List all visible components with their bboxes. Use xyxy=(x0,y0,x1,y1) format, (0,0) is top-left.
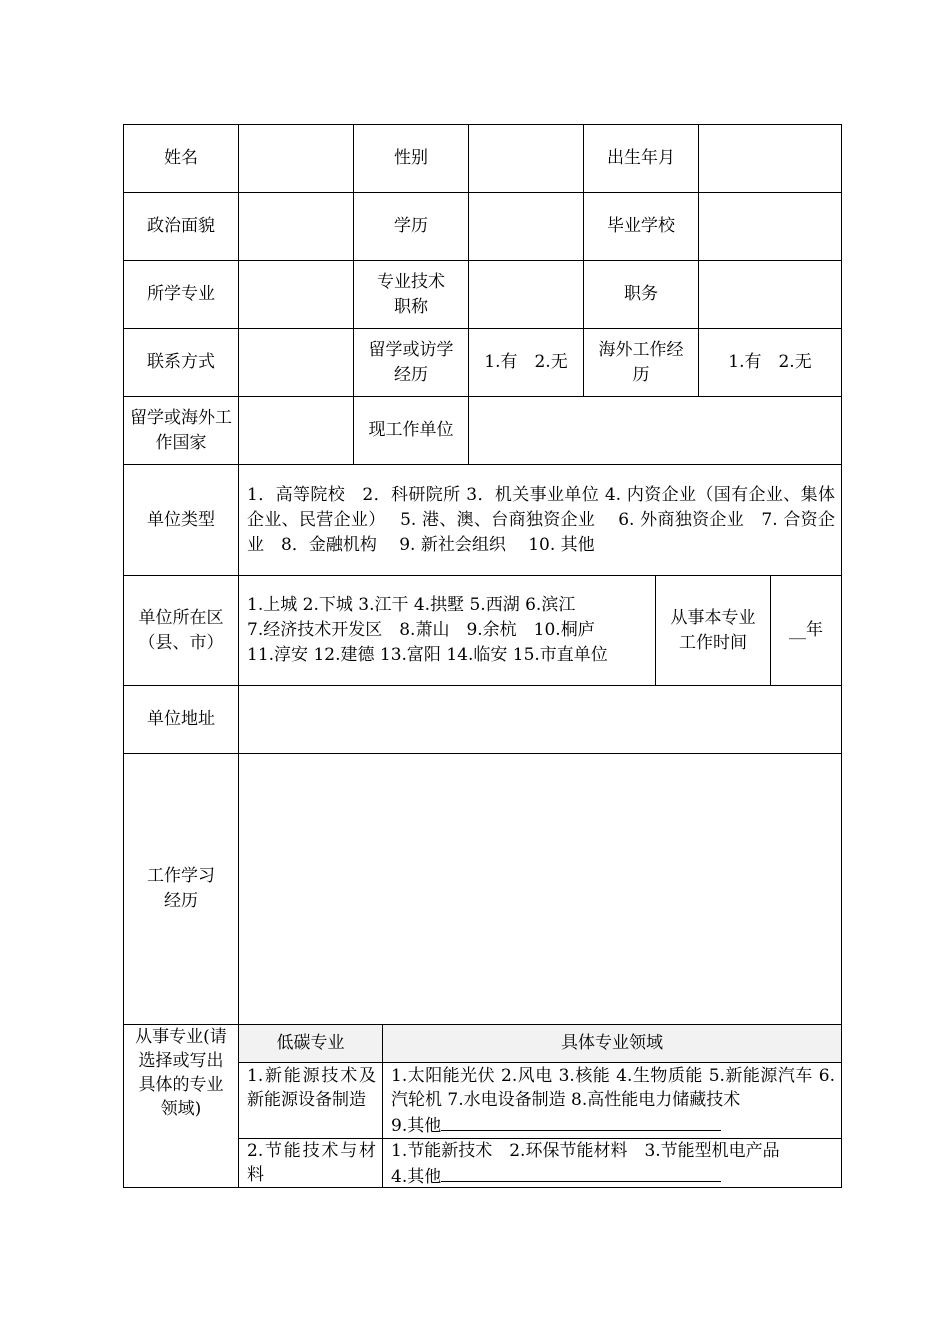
political-label: 政治面貌 xyxy=(124,193,239,261)
low-carbon-header: 低碳专业 xyxy=(239,1025,383,1063)
overseas-work-label: 海外工作经历 xyxy=(584,329,699,397)
years-field[interactable]: __年 xyxy=(771,576,841,686)
education-field[interactable] xyxy=(469,193,584,261)
overseas-work-options[interactable]: 1.有 2.无 xyxy=(699,329,841,397)
history-field[interactable] xyxy=(239,754,841,1025)
item1-other: 9.其他 xyxy=(391,1116,442,1136)
item1-other-blank[interactable] xyxy=(441,1112,721,1131)
registration-form xyxy=(123,124,842,1188)
name-label: 姓名 xyxy=(124,125,239,193)
school-label: 毕业学校 xyxy=(584,193,699,261)
country-label: 留学或海外工作国家 xyxy=(124,397,239,465)
address-field[interactable] xyxy=(239,686,841,754)
school-field[interactable] xyxy=(699,193,841,261)
employer-label: 现工作单位 xyxy=(354,397,469,465)
gender-field[interactable] xyxy=(469,125,584,193)
years-label: 从事本专业工作时间 xyxy=(656,576,771,686)
study-abroad-label: 留学或访学经历 xyxy=(354,329,469,397)
unit-type-label: 单位类型 xyxy=(124,465,239,576)
item2-name[interactable]: 2.节能技术与材料 xyxy=(239,1139,383,1187)
district-options-line2: 7.经济技术开发区 8.萧山 9.余杭 10.桐庐 xyxy=(247,620,595,640)
political-field[interactable] xyxy=(239,193,354,261)
item1-fields[interactable] xyxy=(383,1063,841,1139)
district-options-line3: 11.淳安 12.建德 13.富阳 14.临安 15.市直单位 xyxy=(247,645,608,665)
major-label: 所学专业 xyxy=(124,261,239,329)
birth-field[interactable] xyxy=(699,125,841,193)
item1-name[interactable]: 1.新能源技术及新能源设备制造 xyxy=(239,1063,383,1139)
gender-label: 性别 xyxy=(354,125,469,193)
item2-other-blank[interactable] xyxy=(441,1163,721,1182)
title-label: 专业技术职称 xyxy=(354,261,469,329)
address-label: 单位地址 xyxy=(124,686,239,754)
history-label: 工作学习经历 xyxy=(124,754,239,1025)
district-label: 单位所在区（县、市） xyxy=(124,576,239,686)
contact-field[interactable] xyxy=(239,329,354,397)
contact-label: 联系方式 xyxy=(124,329,239,397)
title-field[interactable] xyxy=(469,261,584,329)
country-field[interactable] xyxy=(239,397,354,465)
major-field[interactable] xyxy=(239,261,354,329)
unit-type-options[interactable]: 1．高等院校 2．科研院所 3．机关事业单位 4. 内资企业（国有企业、集体企业、民营企业） 5. 港、澳、台商独资企业 6. 外商独资企业 7. 合资企业 8．金融机构 9. 新社会组织 10. 其他 xyxy=(239,465,841,576)
position-field[interactable] xyxy=(699,261,841,329)
field-header: 具体专业领域 xyxy=(383,1025,841,1063)
employer-field[interactable] xyxy=(469,397,841,465)
name-field[interactable] xyxy=(239,125,354,193)
item1-fields-text: 1.太阳能光伏 2.风电 3.核能 4.生物质能 5.新能源汽车 6.汽轮机 7.水电设备制造 8.高性能电力储藏技术 xyxy=(391,1066,835,1110)
item2-fields[interactable] xyxy=(383,1139,841,1187)
district-options[interactable] xyxy=(239,576,656,686)
item2-other: 4.其他 xyxy=(391,1167,442,1187)
item2-fields-text: 1.节能新技术 2.环保节能材料 3.节能型机电产品 xyxy=(391,1141,780,1161)
study-abroad-options[interactable]: 1.有 2.无 xyxy=(469,329,584,397)
specialty-label: 从事专业(请选择或写出具体的专业领域) xyxy=(124,1025,239,1187)
birth-label: 出生年月 xyxy=(584,125,699,193)
position-label: 职务 xyxy=(584,261,699,329)
district-options-line1: 1.上城 2.下城 3.江干 4.拱墅 5.西湖 6.滨江 xyxy=(247,595,576,615)
education-label: 学历 xyxy=(354,193,469,261)
